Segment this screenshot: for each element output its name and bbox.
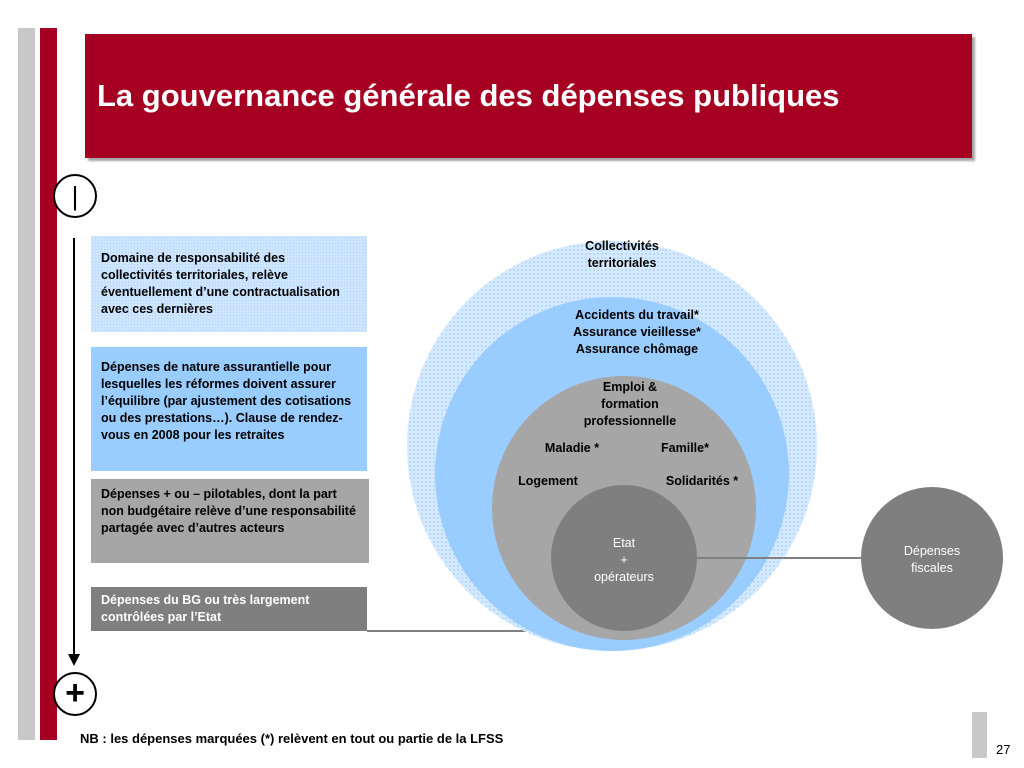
label-assurance-vieillesse: Assurance vieillesse* <box>573 325 701 339</box>
footnote: NB : les dépenses marquées (*) relèvent en tout ou partie de la LFSS <box>80 731 504 746</box>
page-number: 27 <box>996 742 1011 757</box>
label-collectivites-2: territoriales <box>587 256 657 270</box>
label-accidents-travail: Accidents du travail* <box>575 308 699 322</box>
box-etat-description: Dépenses du BG ou très largement contrôlées par l’Etat <box>91 587 367 631</box>
label-famille: Famille* <box>661 441 709 455</box>
circle-depenses-fiscales <box>861 487 1003 629</box>
label-maladie: Maladie * <box>544 441 600 455</box>
scale-arrow-head <box>68 654 80 666</box>
box-collectivites-description: Domaine de responsabilité des collectivités territoriales, relève éventuellement d’une contractualisation avec ces dernières <box>91 236 367 332</box>
scale-arrow-line <box>73 238 75 658</box>
box-assurantielle-description: Dépenses de nature assurantielle pour lesquelles les réformes doivent assurer l’équilibre (par ajustement des cotisations ou des prestations…). Clause de rendez-vous en 2008 pour les retraites <box>91 347 367 471</box>
label-collectivites-1: Collectivités <box>585 239 659 253</box>
label-etat-3: opérateurs <box>594 570 654 584</box>
label-etat-2: + <box>620 553 628 567</box>
label-assurance-chomage: Assurance chômage <box>575 342 699 356</box>
label-logement: Logement <box>518 474 578 488</box>
box-pilotables-description: Dépenses + ou – pilotables, dont la part non budgétaire relève d’une responsabilité partagée avec d’autres acteurs <box>91 479 369 563</box>
scale-bottom-symbol: + <box>53 672 97 716</box>
label-emploi-3: professionnelle <box>583 414 677 428</box>
label-emploi-2: formation <box>601 397 659 411</box>
slide-title: La gouvernance générale des dépenses publiques <box>97 78 840 113</box>
title-band <box>85 34 972 158</box>
scale-top-symbol: | <box>53 174 97 218</box>
label-depenses-fiscales-1: Dépenses <box>903 544 961 558</box>
label-etat-1: Etat <box>612 536 636 550</box>
page-number-bar <box>972 712 987 758</box>
label-emploi-1: Emploi & <box>602 380 658 394</box>
left-red-bar <box>40 28 57 740</box>
label-solidarites: Solidarités * <box>665 474 739 488</box>
left-grey-bar <box>18 28 35 740</box>
concentric-circles-diagram <box>400 228 1024 680</box>
label-depenses-fiscales-2: fiscales <box>911 561 953 575</box>
